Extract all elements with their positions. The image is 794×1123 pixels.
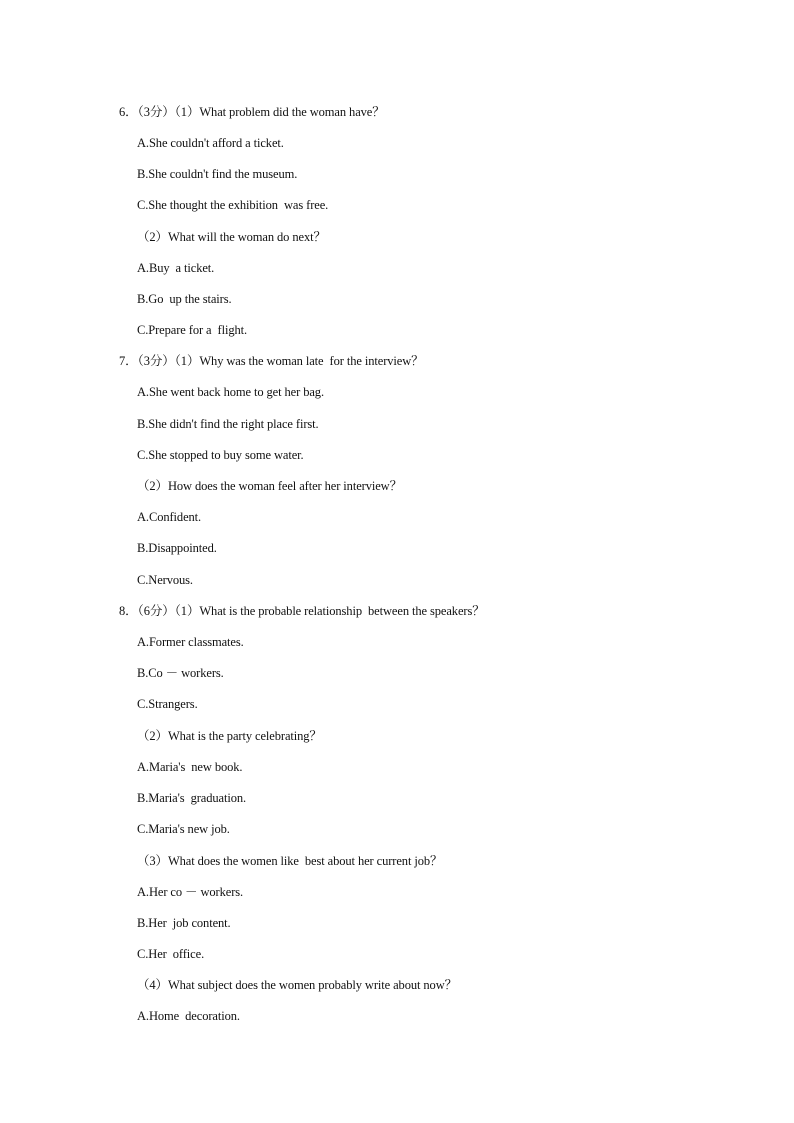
question-6-sub-2-option-c: C.Prepare for a flight. xyxy=(137,323,248,337)
question-8-sub-4-prompt: （4）What subject does the women probably write about now？ xyxy=(137,978,458,992)
question-7-sub-2-option-b: B.Disappointed. xyxy=(137,541,217,555)
question-6-sub-2-prompt: （2）What will the woman do next？ xyxy=(137,230,326,244)
question-8-header: 8．（6分）（1）What is the probable relationship between the speakers？ xyxy=(119,604,485,618)
question-8-sub-2-prompt: （2）What is the party celebrating？ xyxy=(137,729,322,743)
question-8-sub-2-option-c: C.Maria's new job. xyxy=(137,822,230,836)
question-7-sub-2-prompt: （2）How does the woman feel after her interview？ xyxy=(137,479,403,493)
question-8-sub-3-option-b: B.Her job content. xyxy=(137,916,231,930)
question-8-option-a: A.Former classmates. xyxy=(137,635,244,649)
question-6-option-b: B.She couldn't find the museum. xyxy=(137,167,298,181)
question-8-sub-4-option-a: A.Home decoration. xyxy=(137,1009,240,1023)
question-8-sub-2-option-b: B.Maria's graduation. xyxy=(137,791,247,805)
question-6-option-a: A.She couldn't afford a ticket. xyxy=(137,136,284,150)
question-6-header: 6．（3分）（1）What problem did the woman have？ xyxy=(119,105,385,119)
question-8-option-b: B.Co － workers. xyxy=(137,666,224,680)
question-7-sub-2-option-c: C.Nervous. xyxy=(137,573,193,587)
question-8-option-c: C.Strangers. xyxy=(137,697,198,711)
question-7-option-c: C.She stopped to buy some water. xyxy=(137,448,304,462)
question-6-sub-2-option-b: B.Go up the stairs. xyxy=(137,292,232,306)
question-8-sub-2-option-a: A.Maria's new book. xyxy=(137,760,243,774)
question-8-sub-3-prompt: （3）What does the women like best about her current job？ xyxy=(137,854,443,868)
question-7-option-a: A.She went back home to get her bag. xyxy=(137,385,324,399)
question-8-sub-3-option-a: A.Her co － workers. xyxy=(137,885,244,899)
question-8-sub-3-option-c: C.Her office. xyxy=(137,947,205,961)
question-7-header: 7．（3分）（1）Why was the woman late for the interview？ xyxy=(119,354,424,368)
question-7-option-b: B.She didn't find the right place first. xyxy=(137,417,319,431)
question-7-sub-2-option-a: A.Confident. xyxy=(137,510,202,524)
question-6-sub-2-option-a: A.Buy a ticket. xyxy=(137,261,215,275)
question-6-option-c: C.She thought the exhibition was free. xyxy=(137,198,329,212)
